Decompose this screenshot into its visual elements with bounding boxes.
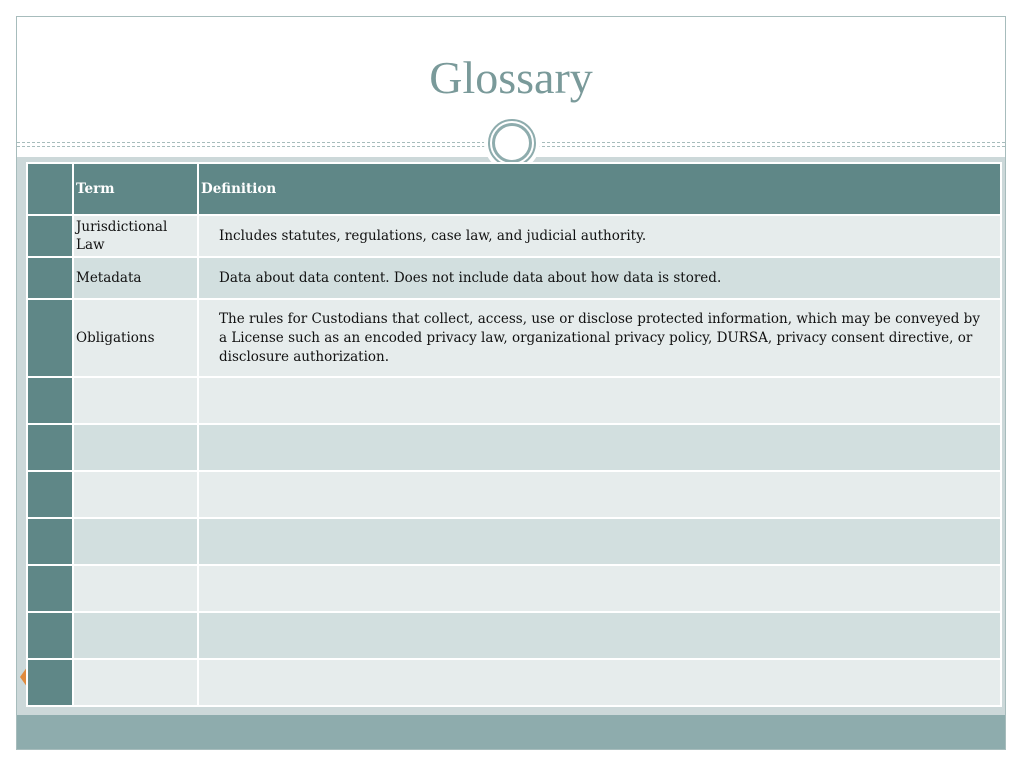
row-marker-cell (27, 518, 73, 565)
glossary-table (26, 162, 1002, 707)
empty-term-cell (73, 424, 198, 471)
definition-cell: The rules for Custodians that collect, access, use or disclose protected information, which may be conveyed by a License such as an encoded privacy law, organizational privacy policy, DURSA, privacy consent directive, or disclosure authorization. (198, 299, 1001, 377)
circle-ring-inner-icon (492, 123, 532, 163)
empty-definition-cell (198, 612, 1001, 659)
term-cell: Obligations (73, 299, 198, 377)
header-marker-cell (27, 163, 73, 215)
row-marker-cell (27, 612, 73, 659)
row-marker-cell (27, 377, 73, 424)
empty-definition-cell (198, 424, 1001, 471)
empty-term-cell (73, 377, 198, 424)
header-term: Term (73, 163, 198, 215)
table-row (27, 215, 1001, 257)
header-definition: Definition (198, 163, 1001, 215)
footer-band (17, 715, 1005, 750)
table-row-empty (27, 612, 1001, 659)
table-row-empty (27, 518, 1001, 565)
table-row-empty (27, 471, 1001, 518)
empty-definition-cell (198, 659, 1001, 706)
slide-title: Glossary (429, 52, 593, 103)
row-marker-cell (27, 424, 73, 471)
term-cell: Metadata (73, 257, 198, 299)
definition-cell: Includes statutes, regulations, case law, and judicial authority. (198, 215, 1001, 257)
empty-term-cell (73, 612, 198, 659)
row-marker-cell (27, 565, 73, 612)
row-marker-cell (27, 659, 73, 706)
definition-cell: Data about data content. Does not include data about how data is stored. (198, 257, 1001, 299)
row-marker-cell (27, 257, 73, 299)
table-row-empty (27, 659, 1001, 706)
empty-definition-cell (198, 518, 1001, 565)
row-marker-cell (27, 215, 73, 257)
slide (16, 16, 1006, 750)
row-marker-cell (27, 299, 73, 377)
empty-term-cell (73, 518, 198, 565)
table-row (27, 299, 1001, 377)
table-header-row (27, 163, 1001, 215)
empty-term-cell (73, 471, 198, 518)
empty-term-cell (73, 659, 198, 706)
empty-term-cell (73, 565, 198, 612)
empty-definition-cell (198, 565, 1001, 612)
row-marker-cell (27, 471, 73, 518)
table-row-empty (27, 565, 1001, 612)
term-cell: Jurisdictional Law (73, 215, 198, 257)
table-row-empty (27, 424, 1001, 471)
table-row (27, 257, 1001, 299)
empty-definition-cell (198, 471, 1001, 518)
table-row-empty (27, 377, 1001, 424)
empty-definition-cell (198, 377, 1001, 424)
